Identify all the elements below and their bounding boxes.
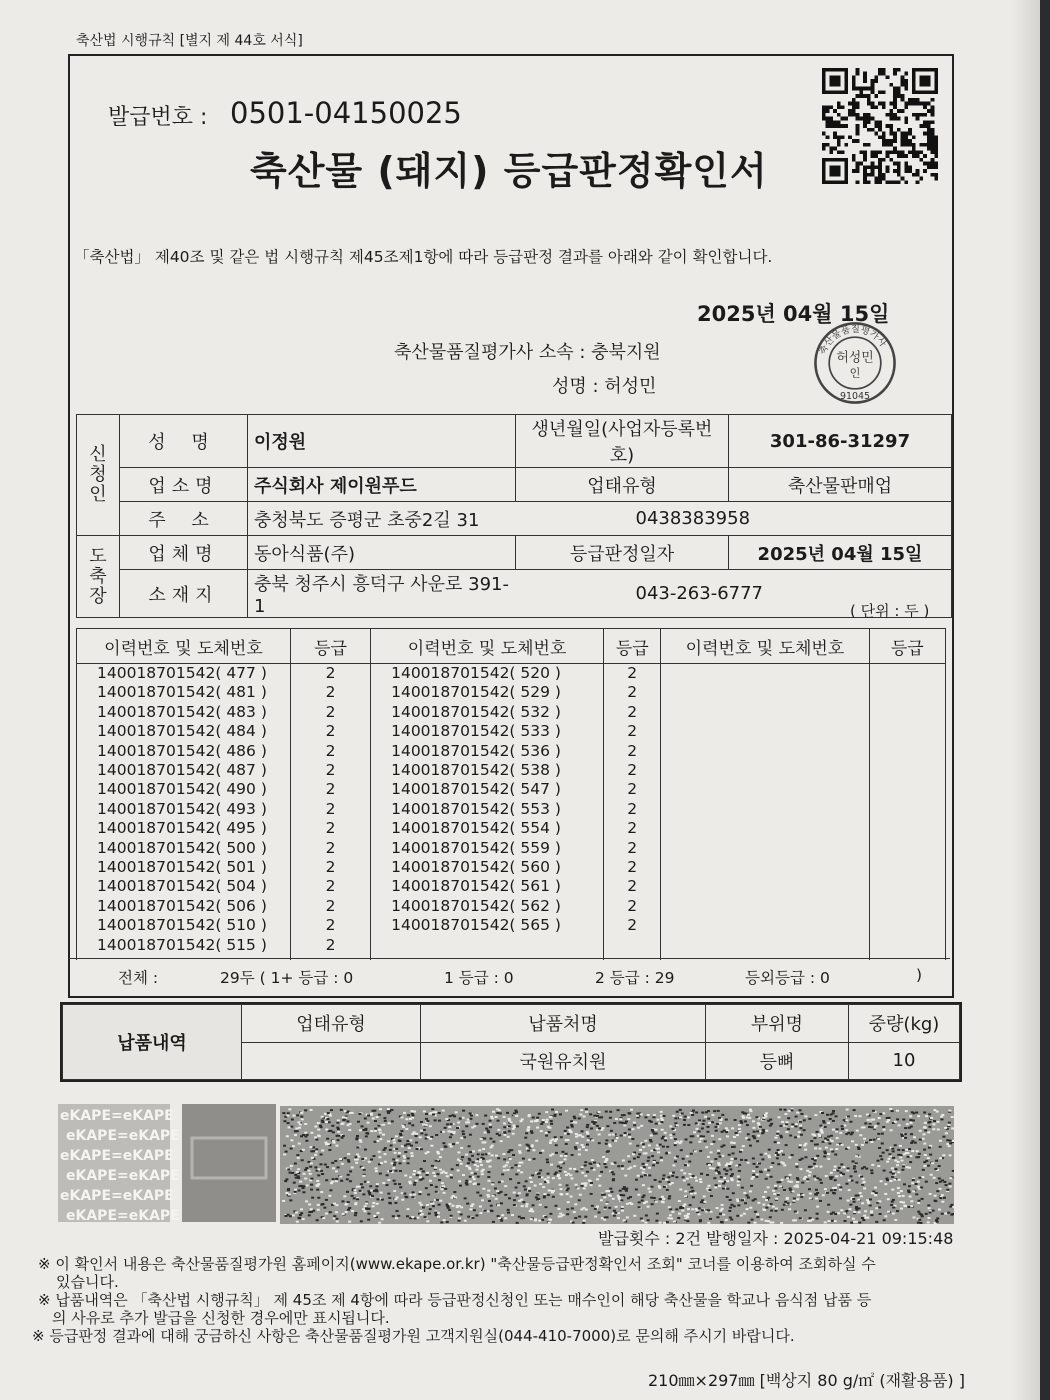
location-value: 충북 청주시 흥덕구 사운로 391-1 — [248, 570, 516, 618]
col2-carcass-id: 140018701542( 559 ) — [391, 838, 561, 857]
note-2-cont: 의 사유로 추가 발급을 신청한 경우에만 표시됩니다. — [52, 1309, 390, 1327]
column1-ids — [77, 664, 291, 960]
col1-carcass-id: 140018701542( 477 ) — [97, 664, 267, 682]
col2-carcass-grade: 2 — [627, 741, 638, 760]
note-1: ※ 이 확인서 내용은 축산물품질평가원 홈페이지(www.ekape.or.kr) "축산물등급판정확인서 조회" 코너를 이용하여 조회하실 수 — [38, 1255, 876, 1273]
issue-number-label: 발급번호 : — [108, 105, 208, 130]
col2-carcass-grade: 2 — [627, 664, 638, 682]
col2-carcass-id: 140018701542( 554 ) — [391, 819, 561, 838]
col1-carcass-id: 140018701542( 501 ) — [97, 858, 267, 877]
col2-carcass-grade: 2 — [627, 683, 638, 702]
paper-spec: 210㎜×297㎜ [백상지 80 g/㎡ (재활용품) ] — [648, 1371, 965, 1390]
col2-carcass-id: 140018701542( 547 ) — [391, 780, 561, 799]
col2-carcass-id: 140018701542( 562 ) — [391, 896, 561, 915]
form-label: 축산법 시행규칙 [별지 제 44호 서식] — [76, 33, 303, 49]
col-header-grade-3: 등급 — [869, 629, 945, 664]
security-logo-text: eKAPE=eKAPE — [66, 1128, 180, 1144]
delivery-weight: 10 — [849, 1042, 960, 1080]
total-label: 전체 : — [118, 969, 159, 987]
total-row — [68, 958, 950, 995]
seal-name: 허성민 — [836, 350, 874, 366]
company-label: 업소명 — [120, 468, 248, 502]
issue-number: 0501-04150025 — [230, 96, 462, 130]
bizno-value: 301-86-31297 — [729, 415, 952, 468]
security-logo-text: eKAPE=eKAPE — [60, 1148, 174, 1164]
address-label: 주 소 — [120, 502, 248, 536]
biztype-label: 업태유형 — [516, 468, 729, 502]
col2-carcass-id: 140018701542( 560 ) — [391, 858, 561, 877]
col1-carcass-grade: 2 — [325, 780, 336, 799]
col1-carcass-id: 140018701542( 504 ) — [97, 877, 267, 896]
col-header-id-3: 이력번호 및 도체번호 — [661, 629, 869, 664]
bizno-label: 생년월일(사업자등록번호) — [516, 415, 729, 468]
column3-ids — [661, 664, 869, 960]
applicant-group-label: 신청인 — [77, 415, 120, 536]
col2-carcass-id: 140018701542( 520 ) — [391, 664, 561, 682]
applicant-name: 이정원 — [248, 415, 516, 468]
delivery-biztype — [242, 1042, 421, 1080]
delivery-header-recipient: 납품처명 — [421, 1005, 706, 1043]
column2-grades — [604, 664, 661, 960]
col2-carcass-id: 140018701542( 532 ) — [391, 702, 561, 721]
col2-carcass-grade: 2 — [627, 761, 638, 780]
total-grade2: 2 등급 : 29 — [595, 969, 675, 987]
total-count: 29두 ( 1+ 등급 : 0 — [220, 969, 354, 987]
col2-carcass-grade: 2 — [627, 838, 638, 857]
note-2: ※ 납품내역은 「축산법 시행규칙」 제 45조 제 4항에 따라 등급판정신청인 또는 매수인이 해당 축산물을 학교나 음식점 납품 등 — [38, 1291, 872, 1309]
col2-carcass-grade: 2 — [627, 722, 638, 741]
col2-carcass-id: 140018701542( 538 ) — [391, 761, 561, 780]
seal-mark: 인 — [849, 366, 861, 380]
col1-carcass-id: 140018701542( 487 ) — [97, 761, 267, 780]
col-header-grade-2: 등급 — [604, 629, 661, 664]
col1-carcass-grade: 2 — [325, 935, 336, 954]
col1-carcass-grade: 2 — [325, 664, 336, 682]
security-logo-text: eKAPE=eKAPE — [60, 1188, 174, 1204]
issuance-info: 발급횟수 : 2건 발행일자 : 2025-04-21 09:15:48 — [598, 1229, 954, 1248]
grading-date-label: 등급판정일자 — [516, 536, 729, 570]
col2-carcass-grade: 2 — [627, 858, 638, 877]
col1-carcass-grade: 2 — [325, 896, 336, 915]
delivery-label: 납품내역 — [63, 1005, 242, 1080]
col1-carcass-grade: 2 — [325, 722, 336, 741]
address-value: 충청북도 증평군 초중2길 31 — [248, 502, 516, 536]
total-close: ) — [916, 966, 923, 984]
col1-carcass-id: 140018701542( 483 ) — [97, 702, 267, 721]
col2-carcass-grade: 2 — [627, 702, 638, 721]
col2-carcass-grade: 2 — [627, 819, 638, 838]
security-pattern — [42, 1102, 954, 1232]
security-logo-text: eKAPE=eKAPE — [66, 1168, 180, 1184]
col1-carcass-grade: 2 — [325, 702, 336, 721]
col2-carcass-grade: 2 — [627, 896, 638, 915]
delivery-part: 등뼈 — [706, 1042, 849, 1080]
official-seal — [812, 320, 898, 406]
col2-carcass-id: 140018701542( 565 ) — [391, 916, 561, 935]
col1-carcass-id: 140018701542( 486 ) — [97, 741, 267, 760]
carcass-table — [76, 628, 946, 960]
biztype-value: 축산물판매업 — [729, 468, 952, 502]
col1-carcass-grade: 2 — [325, 741, 336, 760]
col2-carcass-id: 140018701542( 529 ) — [391, 683, 561, 702]
col1-carcass-grade: 2 — [325, 761, 336, 780]
security-logo-text: eKAPE=eKAPE — [66, 1208, 180, 1224]
delivery-header-part: 부위명 — [706, 1005, 849, 1043]
col2-carcass-id: 140018701542( 561 ) — [391, 877, 561, 896]
security-logo-text: eKAPE=eKAPE — [60, 1108, 174, 1124]
company-name: 주식회사 제이원푸드 — [248, 468, 516, 502]
col1-carcass-grade: 2 — [325, 683, 336, 702]
location-label: 소재지 — [120, 570, 248, 618]
col1-carcass-id: 140018701542( 490 ) — [97, 780, 267, 799]
note-3: ※ 등급판정 결과에 대해 궁금하신 사항은 축산물품질평가원 고객지원실(044-410-7000)로 문의해 주시기 바랍니다. — [32, 1327, 795, 1345]
col2-carcass-grade: 2 — [627, 916, 638, 935]
seal-text: 축산물품질평가사 — [817, 323, 889, 357]
slaughterhouse-group-label: 도축장 — [77, 536, 120, 618]
col1-carcass-grade: 2 — [325, 916, 336, 935]
applicant-info-table — [76, 414, 952, 618]
col2-carcass-grade: 2 — [627, 877, 638, 896]
column1-grades — [290, 664, 370, 960]
col1-carcass-id: 140018701542( 495 ) — [97, 819, 267, 838]
delivery-header-weight: 중량(kg) — [849, 1005, 960, 1043]
slaughter-phone: 043-263-6777 — [516, 570, 952, 618]
note-1-cont: 있습니다. — [56, 1273, 119, 1291]
col2-carcass-id: 140018701542( 553 ) — [391, 799, 561, 818]
evaluator-belong: 축산물품질평가사 소속 : 충북지원 — [394, 342, 661, 363]
col1-carcass-id: 140018701542( 484 ) — [97, 722, 267, 741]
col1-carcass-grade: 2 — [325, 799, 336, 818]
applicant-name-label: 성 명 — [120, 415, 248, 468]
col1-carcass-id: 140018701542( 506 ) — [97, 896, 267, 915]
confirm-date: 2025년 04월 15일 — [697, 302, 890, 326]
document-title: 축산물 (돼지) 등급판정확인서 — [250, 149, 768, 193]
col1-carcass-id: 140018701542( 493 ) — [97, 799, 267, 818]
slaughter-company-label: 업체명 — [120, 536, 248, 570]
col2-carcass-id: 140018701542( 533 ) — [391, 722, 561, 741]
grading-date: 2025년 04월 15일 — [729, 536, 952, 570]
unit-label: ( 단위 : 두 ) — [850, 602, 930, 620]
delivery-table — [62, 1004, 960, 1080]
col2-carcass-id: 140018701542( 536 ) — [391, 741, 561, 760]
col-header-grade-1: 등급 — [290, 629, 370, 664]
col2-carcass-grade: 2 — [627, 780, 638, 799]
col1-carcass-grade: 2 — [325, 877, 336, 896]
col-header-id-2: 이력번호 및 도체번호 — [371, 629, 604, 664]
total-other: 등외등급 : 0 — [745, 969, 830, 987]
slaughter-company: 동아식품(주) — [248, 536, 516, 570]
col1-carcass-grade: 2 — [325, 838, 336, 857]
total-grade1: 1 등급 : 0 — [444, 969, 514, 987]
col1-carcass-id: 140018701542( 500 ) — [97, 838, 267, 857]
delivery-header-biztype: 업태유형 — [242, 1005, 421, 1043]
col1-carcass-id: 140018701542( 481 ) — [97, 683, 267, 702]
col1-carcass-id: 140018701542( 510 ) — [97, 916, 267, 935]
delivery-recipient: 국원유치원 — [421, 1042, 706, 1080]
intro-text: 「축산법」 제40조 및 같은 법 시행규칙 제45조제1항에 따라 등급판정 결과를 아래와 같이 확인합니다. — [74, 248, 773, 266]
evaluator-name: 성명 : 허성민 — [552, 376, 657, 397]
qr-code — [816, 64, 944, 188]
delivery-section — [60, 1002, 962, 1082]
col1-carcass-id: 140018701542( 515 ) — [97, 935, 267, 954]
applicant-phone: 0438383958 — [516, 502, 952, 536]
col2-carcass-grade: 2 — [627, 799, 638, 818]
col1-carcass-grade: 2 — [325, 858, 336, 877]
column2-ids — [371, 664, 604, 960]
column3-grades — [869, 664, 945, 960]
col-header-id-1: 이력번호 및 도체번호 — [77, 629, 291, 664]
col1-carcass-grade: 2 — [325, 819, 336, 838]
seal-number: 91045 — [839, 391, 871, 403]
